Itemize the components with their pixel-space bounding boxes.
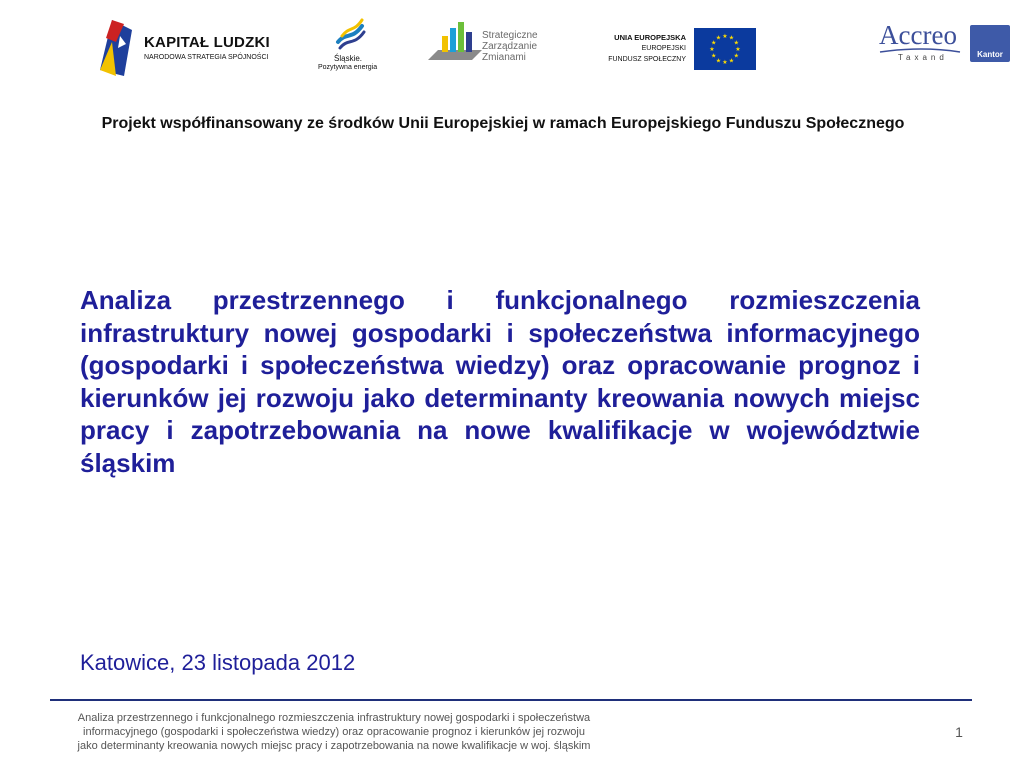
eu-star-icon: ★ — [733, 40, 739, 47]
slaskie-wave-emblem-icon — [332, 18, 372, 52]
kapital-ludzki-title: KAPITAŁ LUDZKI — [144, 34, 270, 51]
kantor-label: Kantor — [977, 50, 1003, 59]
eu-star-icon: ★ — [722, 34, 728, 40]
kapital-ludzki-logo — [96, 18, 276, 78]
accreo-logo — [876, 22, 1012, 66]
kapital-ludzki-emblem-icon — [96, 18, 136, 78]
eu-flag-icon — [694, 28, 756, 70]
szz-bars-emblem-icon — [428, 20, 484, 64]
footer-line: Analiza przestrzennego i funkcjonalnego rozmieszczenia infrastruktury nowej gospodarki i społeczeństwa — [77, 712, 591, 724]
page-number: 1 — [955, 724, 963, 740]
szz-line: Zarządzanie — [482, 41, 538, 52]
project-cofinancing-line: Projekt współfinansowany ze środków Unii Europejskiej w ramach Europejskiego Funduszu Społecznego — [101, 115, 905, 132]
slaskie-subtitle: Pozytywna energia — [318, 64, 378, 71]
eu-star-icon: ★ — [735, 47, 741, 53]
footer-divider — [50, 699, 972, 701]
kapital-ludzki-subtitle: NARODOWA STRATEGIA SPÓJNOŚCI — [144, 54, 269, 61]
eu-star-icon: ★ — [728, 35, 735, 42]
slaskie-logo — [316, 18, 388, 78]
document-title: Analiza przestrzennego i funkcjonalnego rozmieszczenia infrastruktury nowej gospodarki i społeczeństwa informacyjnego (gospodarki i społeczeństwa wiedzy) oraz opracowanie prognoz i kierunków jej rozwoju jako determinanty kreowania nowych miejsc pracy i zapotrzebowania na nowe kwalifikacje w województwie śląskim — [80, 285, 920, 478]
eu-line: EUROPEJSKI — [641, 45, 686, 52]
accreo-wordmark: Accreo — [879, 20, 957, 50]
eu-star-icon: ★ — [709, 47, 715, 53]
eu-star-icon: ★ — [711, 40, 717, 47]
eu-star-icon: ★ — [722, 60, 728, 66]
footer-line: informacyjnego (gospodarki i społeczeństwa wiedzy) oraz opracowanie prognoz i kierunków jej rozwoju — [83, 726, 585, 738]
eu-star-icon: ★ — [728, 58, 735, 65]
slaskie-title: Śląskie. — [334, 54, 363, 63]
accreo-subtitle: Taxand — [898, 53, 948, 62]
szz-logo — [428, 20, 578, 72]
eu-line: FUNDUSZ SPOŁECZNY — [608, 56, 686, 63]
eu-star-icon: ★ — [711, 53, 717, 60]
eu-star-icon: ★ — [715, 35, 722, 42]
kantor-badge — [970, 25, 1010, 62]
szz-line: Strategiczne — [482, 30, 538, 41]
eu-logo — [596, 28, 760, 74]
footer-text — [54, 711, 614, 753]
szz-line: Zmianami — [482, 52, 526, 63]
eu-title: UNIA EUROPEJSKA — [614, 33, 686, 42]
place-and-date: Katowice, 23 listopada 2012 — [80, 650, 356, 675]
eu-star-icon: ★ — [733, 53, 739, 60]
eu-star-icon: ★ — [715, 58, 722, 65]
footer-line: jako determinanty kreowania nowych miejsc pracy i zapotrzebowania na nowe kwalifikacje w woj. śląskim — [77, 740, 591, 752]
